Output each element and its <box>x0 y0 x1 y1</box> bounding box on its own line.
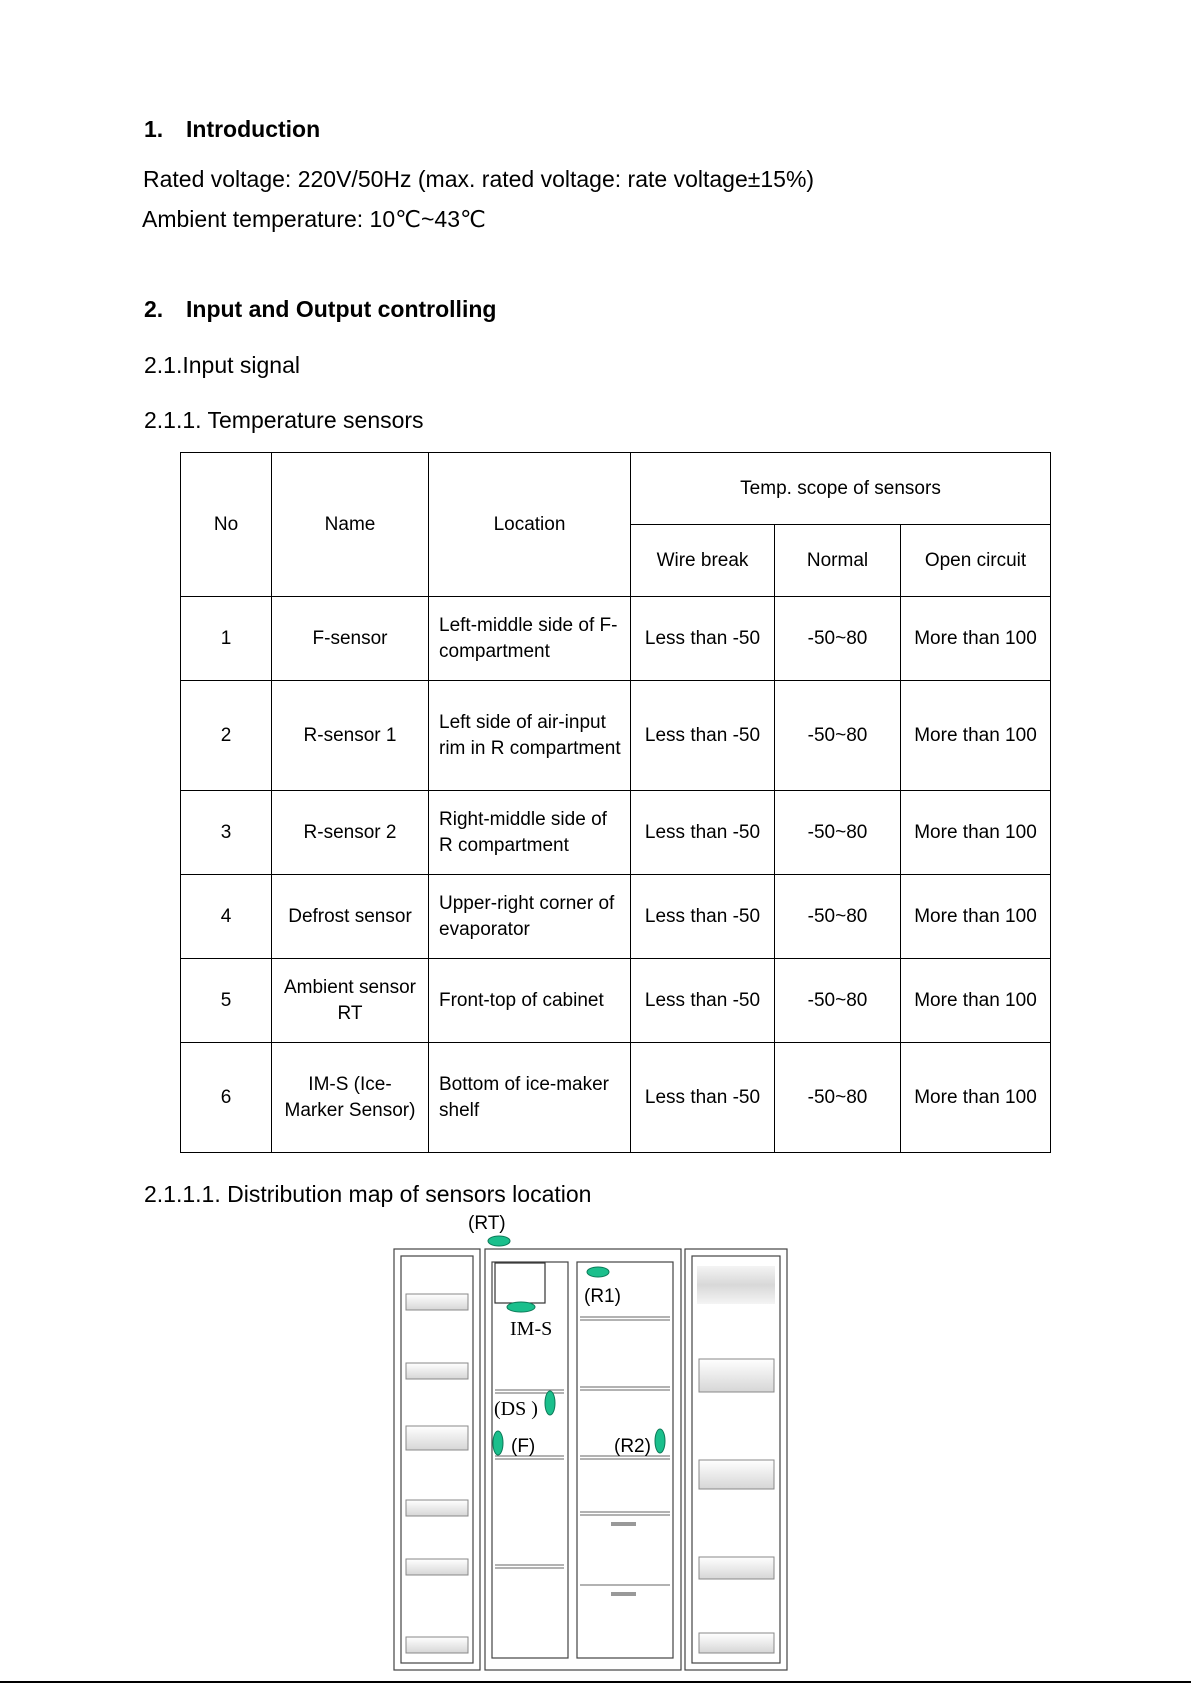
cell-wire-break: Less than -50 <box>631 791 775 875</box>
door-bin <box>406 1294 468 1310</box>
drawer-handle <box>611 1522 636 1526</box>
cell-normal: -50~80 <box>775 1043 901 1153</box>
cell-wire-break: Less than -50 <box>631 875 775 959</box>
label-rt: (RT) <box>468 1213 506 1234</box>
label-r1: (R1) <box>584 1286 621 1307</box>
header-no: No <box>181 453 272 597</box>
distribution-map-heading: 2.1.1.1. Distribution map of sensors location <box>144 1181 592 1207</box>
right-door-bins <box>697 1266 775 1653</box>
label-ds: (DS ) <box>494 1398 538 1420</box>
rated-voltage-line: Rated voltage: 220V/50Hz (max. rated voltage: rate voltage±15%) <box>143 166 815 192</box>
cell-name: IM-S (Ice-Marker Sensor) <box>272 1043 429 1153</box>
section-1-number: 1. <box>144 116 164 142</box>
sensor-ds-marker <box>545 1391 555 1415</box>
cell-no: 3 <box>181 791 272 875</box>
header-normal: Normal <box>775 525 901 597</box>
cell-normal: -50~80 <box>775 791 901 875</box>
header-temp-scope: Temp. scope of sensors <box>631 453 1051 525</box>
cell-wire-break: Less than -50 <box>631 681 775 791</box>
cell-location: Front-top of cabinet <box>429 959 631 1043</box>
cell-normal: -50~80 <box>775 875 901 959</box>
cell-name: Defrost sensor <box>272 875 429 959</box>
cell-open-circuit: More than 100 <box>901 1043 1051 1153</box>
cell-no: 6 <box>181 1043 272 1153</box>
door-bin <box>699 1557 774 1579</box>
cell-location: Bottom of ice-maker shelf <box>429 1043 631 1153</box>
header-name: Name <box>272 453 429 597</box>
cell-no: 1 <box>181 597 272 681</box>
sensor-r1-marker <box>587 1267 609 1277</box>
section-2-number: 2. <box>144 296 164 322</box>
cell-location: Left side of air-input rim in R compartment <box>429 681 631 791</box>
ice-maker-box <box>495 1263 545 1303</box>
door-bin <box>406 1637 468 1653</box>
door-bin <box>406 1426 468 1450</box>
door-bin <box>406 1363 468 1379</box>
sensor-ims-marker <box>507 1302 535 1312</box>
cell-open-circuit: More than 100 <box>901 791 1051 875</box>
cell-location: Upper-right corner of evaporator <box>429 875 631 959</box>
input-signal-heading: 2.1.Input signal <box>144 352 301 378</box>
door-bin <box>406 1500 468 1516</box>
cell-no: 2 <box>181 681 272 791</box>
header-open-circuit: Open circuit <box>901 525 1051 597</box>
door-bin <box>699 1359 774 1392</box>
fridge-compartment <box>577 1262 673 1658</box>
label-r2: (R2) <box>614 1436 651 1457</box>
page-bottom-rule <box>0 1681 1191 1683</box>
label-f: (F) <box>511 1436 536 1457</box>
cell-name: R-sensor 1 <box>272 681 429 791</box>
cell-name: F-sensor <box>272 597 429 681</box>
section-2-title: Input and Output controlling <box>186 296 497 322</box>
left-door-bins <box>406 1294 468 1653</box>
section-1-title: Introduction <box>186 116 321 142</box>
label-ims: IM-S <box>510 1318 553 1340</box>
sensor-rt-marker <box>488 1236 510 1246</box>
header-wire-break: Wire break <box>631 525 775 597</box>
door-bin <box>699 1460 774 1489</box>
cell-normal: -50~80 <box>775 597 901 681</box>
sensor-f-marker <box>493 1431 503 1455</box>
cell-location: Left-middle side of F-compartment <box>429 597 631 681</box>
cell-name: R-sensor 2 <box>272 791 429 875</box>
cell-wire-break: Less than -50 <box>631 959 775 1043</box>
cell-normal: -50~80 <box>775 959 901 1043</box>
cell-open-circuit: More than 100 <box>901 597 1051 681</box>
cell-normal: -50~80 <box>775 681 901 791</box>
drawer-handle <box>611 1592 636 1596</box>
sensor-r2-marker <box>655 1429 665 1453</box>
ambient-temperature-line: Ambient temperature: 10℃~43℃ <box>142 206 486 232</box>
cell-location: Right-middle side of R compartment <box>429 791 631 875</box>
cell-no: 4 <box>181 875 272 959</box>
door-top-panel <box>697 1266 775 1304</box>
cell-no: 5 <box>181 959 272 1043</box>
header-location: Location <box>429 453 631 597</box>
door-bin <box>699 1633 774 1653</box>
cell-wire-break: Less than -50 <box>631 1043 775 1153</box>
cell-open-circuit: More than 100 <box>901 875 1051 959</box>
door-bin <box>406 1559 468 1575</box>
temperature-sensors-heading: 2.1.1. Temperature sensors <box>144 407 424 433</box>
cell-open-circuit: More than 100 <box>901 681 1051 791</box>
cell-open-circuit: More than 100 <box>901 959 1051 1043</box>
left-door <box>394 1249 480 1670</box>
cell-name: Ambient sensor RT <box>272 959 429 1043</box>
cell-wire-break: Less than -50 <box>631 597 775 681</box>
